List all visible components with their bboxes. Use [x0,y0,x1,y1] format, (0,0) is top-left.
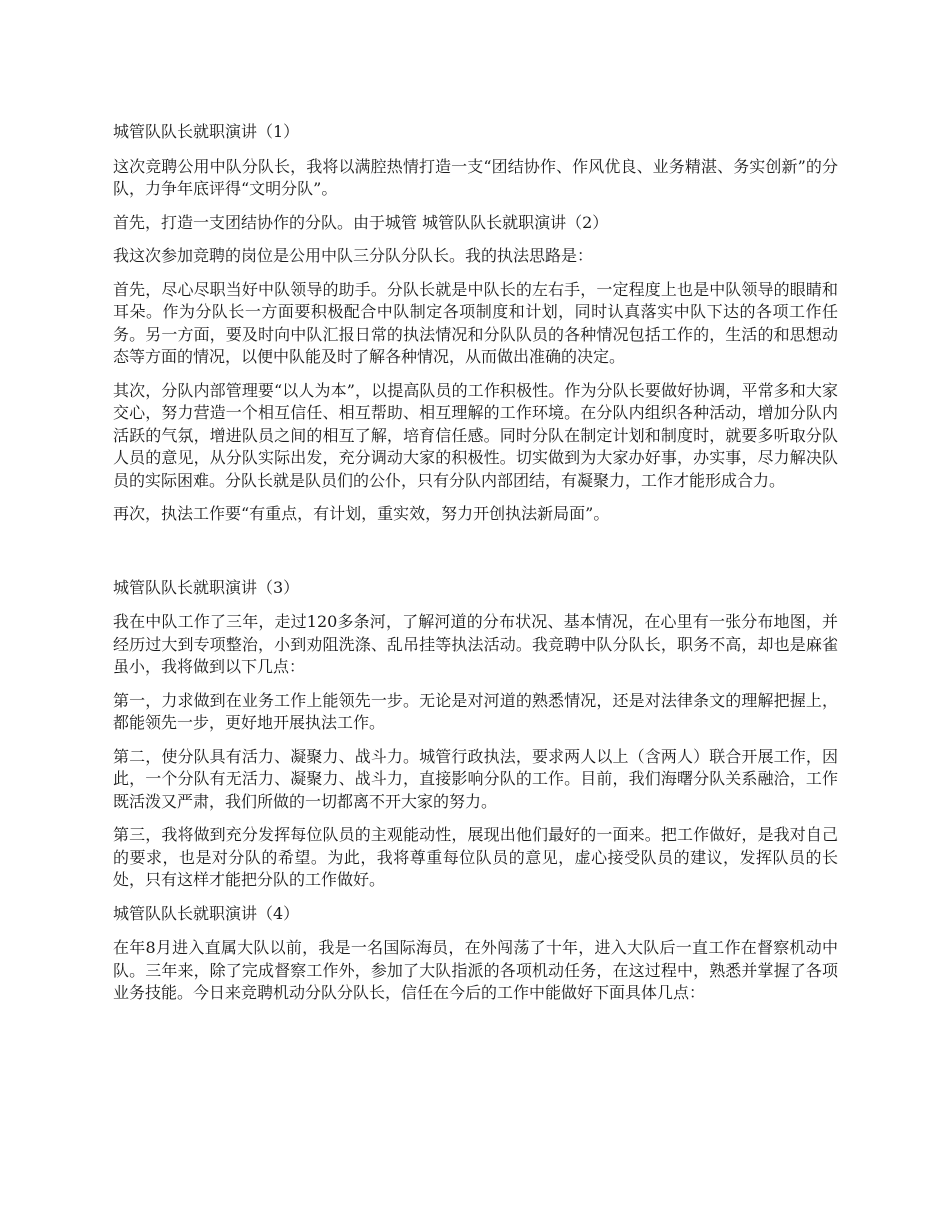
paragraph: 我在中队工作了三年，走过120多条河，了解河道的分布状况、基本情况，在心里有一张分布地图，并经历过大到专项整治，小到劝阻洗涤、乱吊挂等执法活动。我竞聘中队分队长，职务不高，却也是麻雀虽小，我将做到以下几点： [113,612,838,676]
paragraph: 在年8月进入直属大队以前，我是一名国际海员，在外闯荡了十年，进入大队后一直工作在督察机动中队。三年来，除了完成督察工作外，参加了大队指派的各项机动任务，在这过程中，熟悉并掌握了各项业务技能。今日来竞聘机动分队分队长，信任在今后的工作中能做好下面具体几点： [113,938,838,1002]
paragraph: 首先，尽心尽职当好中队领导的助手。分队长就是中队长的左右手，一定程度上也是中队领导的眼睛和耳朵。作为分队长一方面要积极配合中队制定各项制度和计划，同时认真落实中队下达的各项工作任务。另一方面，要及时向中队汇报日常的执法情况和分队队员的各种情况包括工作的，生活的和思想动态等方面的情况，以便中队能及时了解各种情况，从而做出准确的决定。 [113,279,838,366]
section-spacer [113,537,838,577]
paragraph: 第三，我将做到充分发挥每位队员的主观能动性，展现出他们最好的一面来。把工作做好，是我对自己的要求，也是对分队的希望。为此，我将尊重每位队员的意见，虚心接受队员的建议，发挥队员的长处，只有这样才能把分队的工作做好。 [113,825,838,889]
paragraph: 首先，打造一支团结协作的分队。由于城管 城管队队长就职演讲（2） [113,212,609,232]
paragraph: 其次，分队内部管理要“以人为本”，以提高队员的工作积极性。作为分队长要做好协调，平常多和大家交心，努力营造一个相互信任、相互帮助、相互理解的工作环境。在分队内组织各种活动，增加分队内活跃的气氛，增进队员之间的相互了解，培育信任感。同时分队在制定计划和制度时，就要多听取分队人员的意见，从分队实际出发，充分调动大家的积极性。切实做到为大家办好事，办实事，尽力解决队员的实际困难。分队长就是队员们的公仆，只有分队内部团结，有凝聚力，工作才能形成合力。 [113,380,838,490]
paragraph: 这次竞聘公用中队分队长，我将以满腔热情打造一支“团结协作、作风优良、业务精湛、务实创新”的分队，力争年底评得“文明分队”。 [113,156,838,198]
paragraph: 我这次参加竞聘的岗位是公用中队三分队分队长。我的执法思路是： [113,246,594,265]
section-title-3: 城管队队长就职演讲（3） [113,577,300,597]
paragraph: 第一，力求做到在业务工作上能领先一步。无论是对河道的熟悉情况，还是对法律条文的理解把握上，都能领先一步，更好地开展执法工作。 [113,690,838,732]
document-page [113,121,838,1016]
section-title-4: 城管队队长就职演讲（4） [113,903,300,923]
paragraph: 再次，执法工作要“有重点，有计划，重实效，努力开创执法新局面”。 [113,504,610,523]
paragraph: 第二，使分队具有活力、凝聚力、战斗力。城管行政执法，要求两人以上（含两人）联合开展工作，因此，一个分队有无活力、凝聚力、战斗力，直接影响分队的工作。目前，我们海曙分队关系融洽，工作既活泼又严肃，我们所做的一切都离不开大家的努力。 [113,746,838,811]
section-title-1: 城管队队长就职演讲（1） [113,122,300,141]
